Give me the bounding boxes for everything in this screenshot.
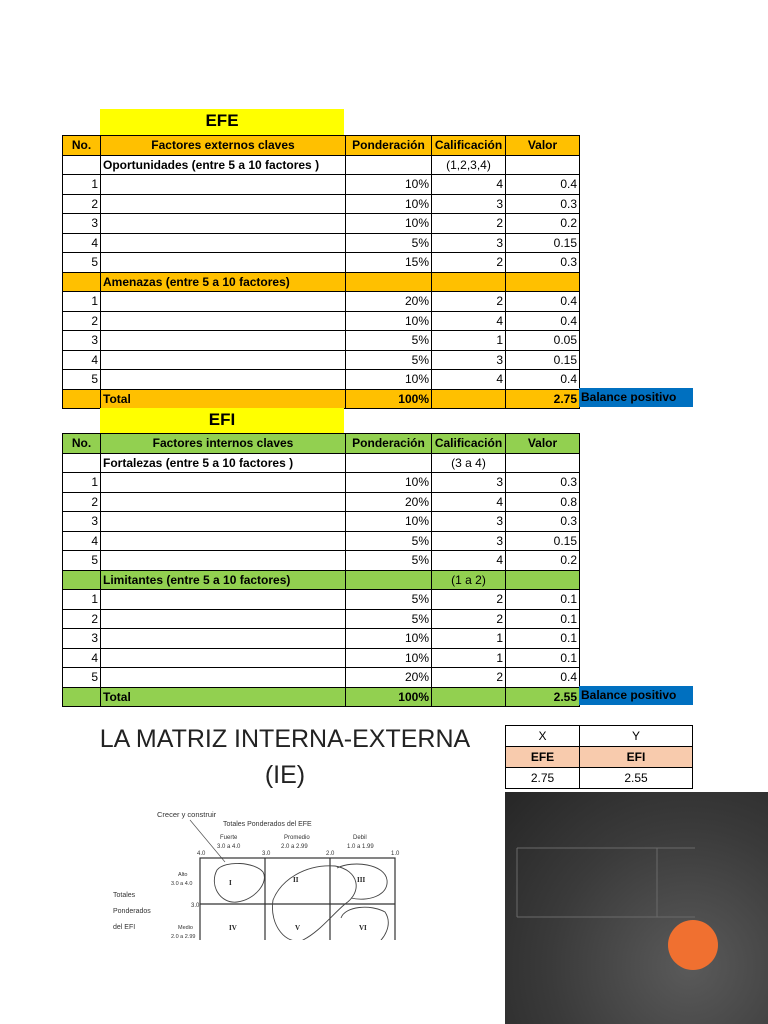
row-valor: 0.3 xyxy=(506,473,580,493)
row-valor: 0.4 xyxy=(506,370,580,390)
row-valor: 0.4 xyxy=(506,175,580,195)
plot-grid xyxy=(505,792,768,1024)
row-no: 3 xyxy=(63,629,101,649)
row-valor: 0.1 xyxy=(506,609,580,629)
xy-table xyxy=(505,725,693,789)
ie-matrix-diagram xyxy=(105,800,405,940)
section-range: (1,2,3,4) xyxy=(432,155,506,175)
header-no: No. xyxy=(63,136,101,156)
y-tick-3: 3.0 xyxy=(191,903,200,909)
xy-value-row xyxy=(506,768,693,789)
row-ponderacion: 20% xyxy=(346,668,432,688)
row-ponderacion: 10% xyxy=(346,629,432,649)
row-valor: 0.15 xyxy=(506,531,580,551)
total-label: Total xyxy=(101,687,346,707)
table-row xyxy=(63,492,580,512)
row-ponderacion: 5% xyxy=(346,590,432,610)
row-calificacion: 3 xyxy=(432,531,506,551)
efe-total-row xyxy=(63,389,580,409)
x-tick-1: 1.0 xyxy=(391,851,400,857)
row-no: 4 xyxy=(63,233,101,253)
row-ponderacion: 10% xyxy=(346,473,432,493)
efi-title: EFI xyxy=(100,408,344,433)
efi-table xyxy=(62,433,580,707)
row-no: 2 xyxy=(63,492,101,512)
col-range-fuerte: 3.0 a 4.0 xyxy=(217,844,241,850)
header-valor: Valor xyxy=(506,136,580,156)
row-calificacion: 2 xyxy=(432,609,506,629)
row-calificacion: 1 xyxy=(432,331,506,351)
efi-balance-badge: Balance positivo xyxy=(579,686,693,705)
table-row xyxy=(63,253,580,273)
row-no: 5 xyxy=(63,253,101,273)
efi-section-limitantes xyxy=(63,570,580,590)
row-calificacion: 2 xyxy=(432,253,506,273)
row-ponderacion: 10% xyxy=(346,370,432,390)
row-calificacion: 3 xyxy=(432,512,506,532)
crecer-arrow xyxy=(190,820,225,862)
section-range: (3 a 4) xyxy=(432,453,506,473)
col-label-debil: Debil xyxy=(353,835,367,841)
row-no: 5 xyxy=(63,551,101,571)
header-factors: Factores externos claves xyxy=(101,136,346,156)
row-calificacion: 1 xyxy=(432,648,506,668)
row-calificacion: 3 xyxy=(432,194,506,214)
section-label: Oportunidades (entre 5 a 10 factores ) xyxy=(101,155,346,175)
cell-label-IV: IV xyxy=(229,924,237,932)
row-valor: 0.05 xyxy=(506,331,580,351)
header-calificacion: Calificación xyxy=(432,434,506,454)
row-no: 1 xyxy=(63,473,101,493)
row-no: 3 xyxy=(63,331,101,351)
col-range-promedio: 2.0 a 2.99 xyxy=(281,844,308,850)
section-label: Amenazas (entre 5 a 10 factores) xyxy=(101,272,346,292)
table-row xyxy=(63,370,580,390)
table-row xyxy=(63,331,580,351)
efi-axis-title-1: Totales xyxy=(113,892,136,899)
row-valor: 0.8 xyxy=(506,492,580,512)
efi-section-fortalezas xyxy=(63,453,580,473)
total-valor: 2.55 xyxy=(506,687,580,707)
row-calificacion: 3 xyxy=(432,473,506,493)
result-marker xyxy=(668,920,718,970)
table-row xyxy=(63,629,580,649)
cell-label-I: I xyxy=(229,879,232,887)
table-row xyxy=(63,292,580,312)
table-row xyxy=(63,648,580,668)
table-row xyxy=(63,590,580,610)
efi-total-row xyxy=(63,687,580,707)
row-calificacion: 4 xyxy=(432,370,506,390)
col-label-promedio: Promedio xyxy=(284,835,310,841)
efi-label: EFI xyxy=(580,747,693,768)
row-valor: 0.3 xyxy=(506,253,580,273)
total-ponderacion: 100% xyxy=(346,687,432,707)
row-valor: 0.4 xyxy=(506,292,580,312)
row-ponderacion: 5% xyxy=(346,331,432,351)
col-range-debil: 1.0 a 1.99 xyxy=(347,844,374,850)
row-valor: 0.1 xyxy=(506,590,580,610)
table-row xyxy=(63,531,580,551)
row-no: 1 xyxy=(63,590,101,610)
efe-table xyxy=(62,135,580,409)
header-no: No. xyxy=(63,434,101,454)
crecer-label: Crecer y construir xyxy=(157,810,217,819)
row-valor: 0.3 xyxy=(506,512,580,532)
row-calificacion: 4 xyxy=(432,551,506,571)
row-calificacion: 1 xyxy=(432,629,506,649)
efi-header-row xyxy=(63,434,580,454)
row-ponderacion: 15% xyxy=(346,253,432,273)
row-ponderacion: 10% xyxy=(346,175,432,195)
ie-title-line2: (IE) xyxy=(264,761,306,789)
row-no: 3 xyxy=(63,214,101,234)
row-valor: 0.2 xyxy=(506,214,580,234)
row-calificacion: 2 xyxy=(432,590,506,610)
row-calificacion: 2 xyxy=(432,668,506,688)
row-ponderacion: 10% xyxy=(346,648,432,668)
row-label-medio: Medio xyxy=(178,925,193,931)
row-range-alto: 3.0 a 4.0 xyxy=(171,881,193,887)
row-calificacion: 4 xyxy=(432,175,506,195)
row-ponderacion: 10% xyxy=(346,214,432,234)
efe-value: 2.75 xyxy=(506,768,580,789)
row-calificacion: 3 xyxy=(432,233,506,253)
row-valor: 0.1 xyxy=(506,648,580,668)
hold-region-outline xyxy=(272,866,356,940)
table-row xyxy=(63,668,580,688)
col-label-fuerte: Fuerte xyxy=(220,835,238,841)
xy-header-row xyxy=(506,726,693,747)
row-ponderacion: 5% xyxy=(346,350,432,370)
section-label: Fortalezas (entre 5 a 10 factores ) xyxy=(101,453,346,473)
row-no: 5 xyxy=(63,370,101,390)
row-calificacion: 4 xyxy=(432,311,506,331)
x-tick-3: 3.0 xyxy=(262,851,271,857)
row-valor: 0.15 xyxy=(506,233,580,253)
row-ponderacion: 5% xyxy=(346,233,432,253)
table-row xyxy=(63,194,580,214)
x-tick-2: 2.0 xyxy=(326,851,335,857)
total-valor: 2.75 xyxy=(506,389,580,409)
efe-balance-badge: Balance positivo xyxy=(579,388,693,407)
cell-label-II: II xyxy=(293,876,299,884)
ie-plot-panel xyxy=(505,792,768,1024)
row-no: 2 xyxy=(63,311,101,331)
row-calificacion: 2 xyxy=(432,292,506,312)
xy-label-row xyxy=(506,747,693,768)
row-ponderacion: 20% xyxy=(346,492,432,512)
row-calificacion: 4 xyxy=(432,492,506,512)
row-no: 4 xyxy=(63,531,101,551)
x-header: X xyxy=(506,726,580,747)
row-ponderacion: 10% xyxy=(346,311,432,331)
row-valor: 0.3 xyxy=(506,194,580,214)
efi-axis-title-2: Ponderados xyxy=(113,908,151,915)
row-ponderacion: 10% xyxy=(346,512,432,532)
table-row xyxy=(63,311,580,331)
row-calificacion: 2 xyxy=(432,214,506,234)
total-ponderacion: 100% xyxy=(346,389,432,409)
header-factors: Factores internos claves xyxy=(101,434,346,454)
row-ponderacion: 5% xyxy=(346,531,432,551)
cell-label-VI: VI xyxy=(359,924,367,932)
total-label: Total xyxy=(101,389,346,409)
table-row xyxy=(63,175,580,195)
row-no: 3 xyxy=(63,512,101,532)
section-label: Limitantes (entre 5 a 10 factores) xyxy=(101,570,346,590)
efe-header-row xyxy=(63,136,580,156)
cell-label-III: III xyxy=(357,876,366,884)
efe-section-amenazas xyxy=(63,272,580,292)
row-valor: 0.2 xyxy=(506,551,580,571)
section-range: (1 a 2) xyxy=(432,570,506,590)
efi-axis-title-3: del EFI xyxy=(113,924,136,931)
row-ponderacion: 20% xyxy=(346,292,432,312)
row-valor: 0.4 xyxy=(506,311,580,331)
x-tick-4: 4.0 xyxy=(197,851,206,857)
row-no: 5 xyxy=(63,668,101,688)
row-label-alto: Alto xyxy=(178,872,188,878)
row-no: 2 xyxy=(63,609,101,629)
efi-value: 2.55 xyxy=(580,768,693,789)
table-row xyxy=(63,214,580,234)
efe-axis-title: Totales Ponderados del EFE xyxy=(223,821,312,828)
row-valor: 0.4 xyxy=(506,668,580,688)
efe-title: EFE xyxy=(100,109,344,135)
row-no: 4 xyxy=(63,648,101,668)
grow-region-outline xyxy=(214,863,264,902)
table-row xyxy=(63,233,580,253)
table-row xyxy=(63,350,580,370)
row-ponderacion: 5% xyxy=(346,551,432,571)
table-row xyxy=(63,473,580,493)
efe-label: EFE xyxy=(506,747,580,768)
row-range-medio: 2.0 a 2.99 xyxy=(171,934,196,940)
row-valor: 0.1 xyxy=(506,629,580,649)
row-no: 4 xyxy=(63,350,101,370)
row-ponderacion: 5% xyxy=(346,609,432,629)
row-no: 2 xyxy=(63,194,101,214)
cell-label-V: V xyxy=(295,924,301,932)
header-valor: Valor xyxy=(506,434,580,454)
header-calificacion: Calificación xyxy=(432,136,506,156)
table-row xyxy=(63,512,580,532)
ie-title-line1: LA MATRIZ INTERNA-EXTERNA xyxy=(99,725,471,753)
header-ponderacion: Ponderación xyxy=(346,434,432,454)
row-no: 1 xyxy=(63,292,101,312)
y-header: Y xyxy=(580,726,693,747)
table-row xyxy=(63,609,580,629)
row-ponderacion: 10% xyxy=(346,194,432,214)
table-row xyxy=(63,551,580,571)
row-valor: 0.15 xyxy=(506,350,580,370)
efe-section-oportunidades xyxy=(63,155,580,175)
row-calificacion: 3 xyxy=(432,350,506,370)
header-ponderacion: Ponderación xyxy=(346,136,432,156)
row-no: 1 xyxy=(63,175,101,195)
